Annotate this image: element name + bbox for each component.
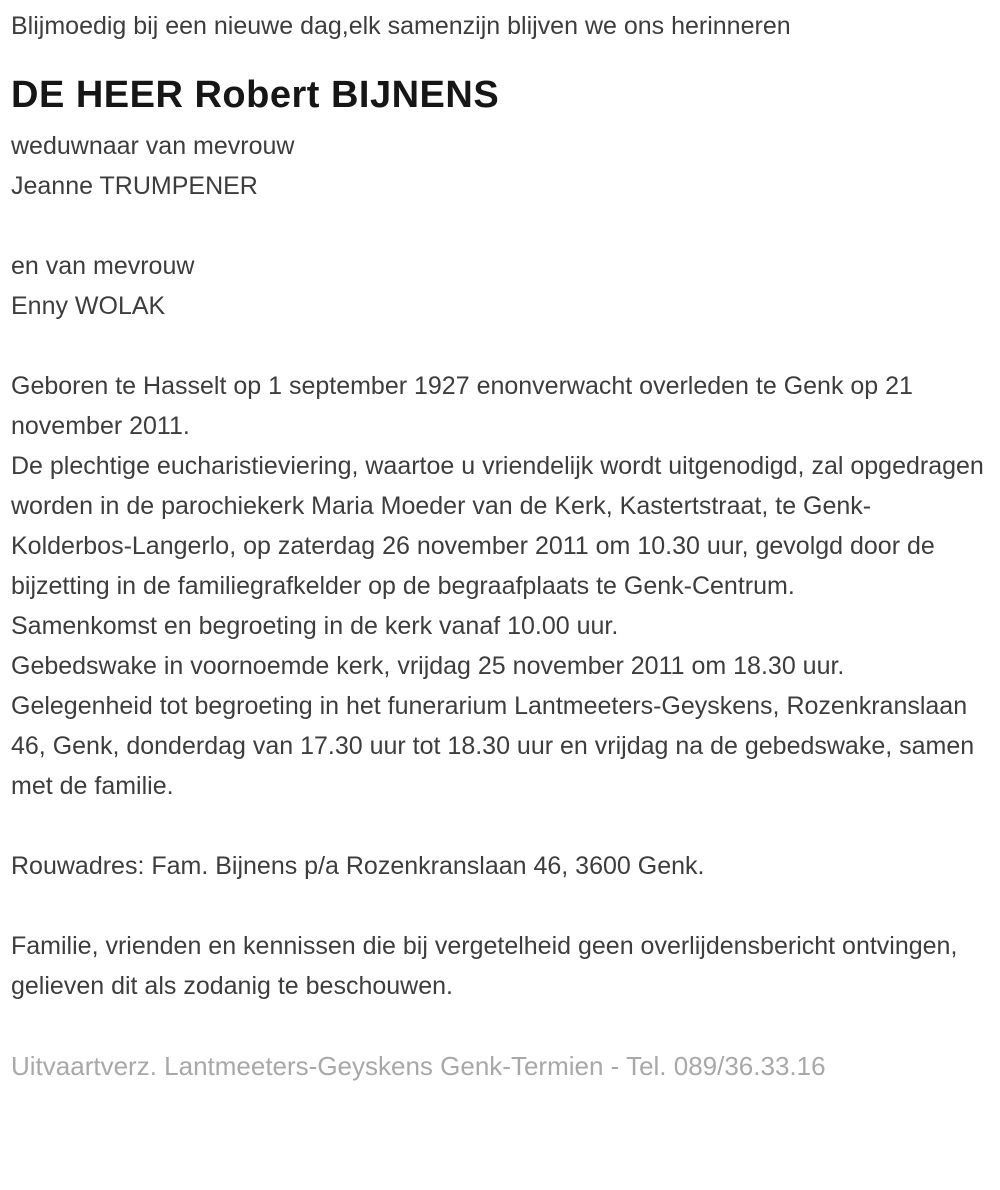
intro-line: Blijmoedig bij een nieuwe dag,elk samenzijn blijven we ons herinneren bbox=[11, 12, 791, 40]
relation-first bbox=[11, 126, 986, 206]
mourning-address: Rouwadres: Fam. Bijnens p/a Rozenkranslaan 46, 3600 Genk. bbox=[11, 852, 705, 880]
deceased-name: DE HEER Robert BIJNENS bbox=[11, 74, 500, 116]
relation-name: Jeanne TRUMPENER bbox=[11, 172, 258, 200]
paragraph-funerarium: Gelegenheid tot begroeting in het funerarium Lantmeeters-Geyskens, Rozenkranslaan 46, Genk, donderdag van 17.30 uur tot 18.30 uur en vrijdag na de gebedswake, samen met de familie. bbox=[11, 692, 975, 800]
ceremony-details bbox=[11, 366, 986, 806]
relation-label: weduwnaar van mevrouw bbox=[11, 132, 295, 160]
paragraph-service: De plechtige eucharistieviering, waartoe u vriendelijk wordt uitgenodigd, zal opgedragen worden in de parochiekerk Maria Moeder van de Kerk, Kastertstraat, te Genk-Kolderbos-Langerlo, op zaterdag 26 november 2011 om 10.30 uur, gevolgd door de bijzetting in de familiegrafkelder op de begraafplaats te Genk-Centrum. bbox=[11, 452, 984, 600]
paragraph-vigil: Gebedswake in voornoemde kerk, vrijdag 25 november 2011 om 18.30 uur. bbox=[11, 652, 845, 680]
relation-label: en van mevrouw bbox=[11, 252, 195, 280]
paragraph-birth-death: Geboren te Hasselt op 1 september 1927 enonverwacht overleden te Genk op 21 november 2011. bbox=[11, 372, 913, 440]
relation-name: Enny WOLAK bbox=[11, 292, 166, 320]
paragraph-gathering: Samenkomst en begroeting in de kerk vanaf 10.00 uur. bbox=[11, 612, 619, 640]
relation-second bbox=[11, 246, 986, 326]
closing-note: Familie, vrienden en kennissen die bij vergetelheid geen overlijdensbericht ontvingen, gelieven dit als zodanig te beschouwen. bbox=[11, 932, 958, 1000]
funeral-home-footer: Uitvaartverz. Lantmeeters-Geyskens Genk-Termien - Tel. 089/36.33.16 bbox=[11, 1051, 826, 1081]
